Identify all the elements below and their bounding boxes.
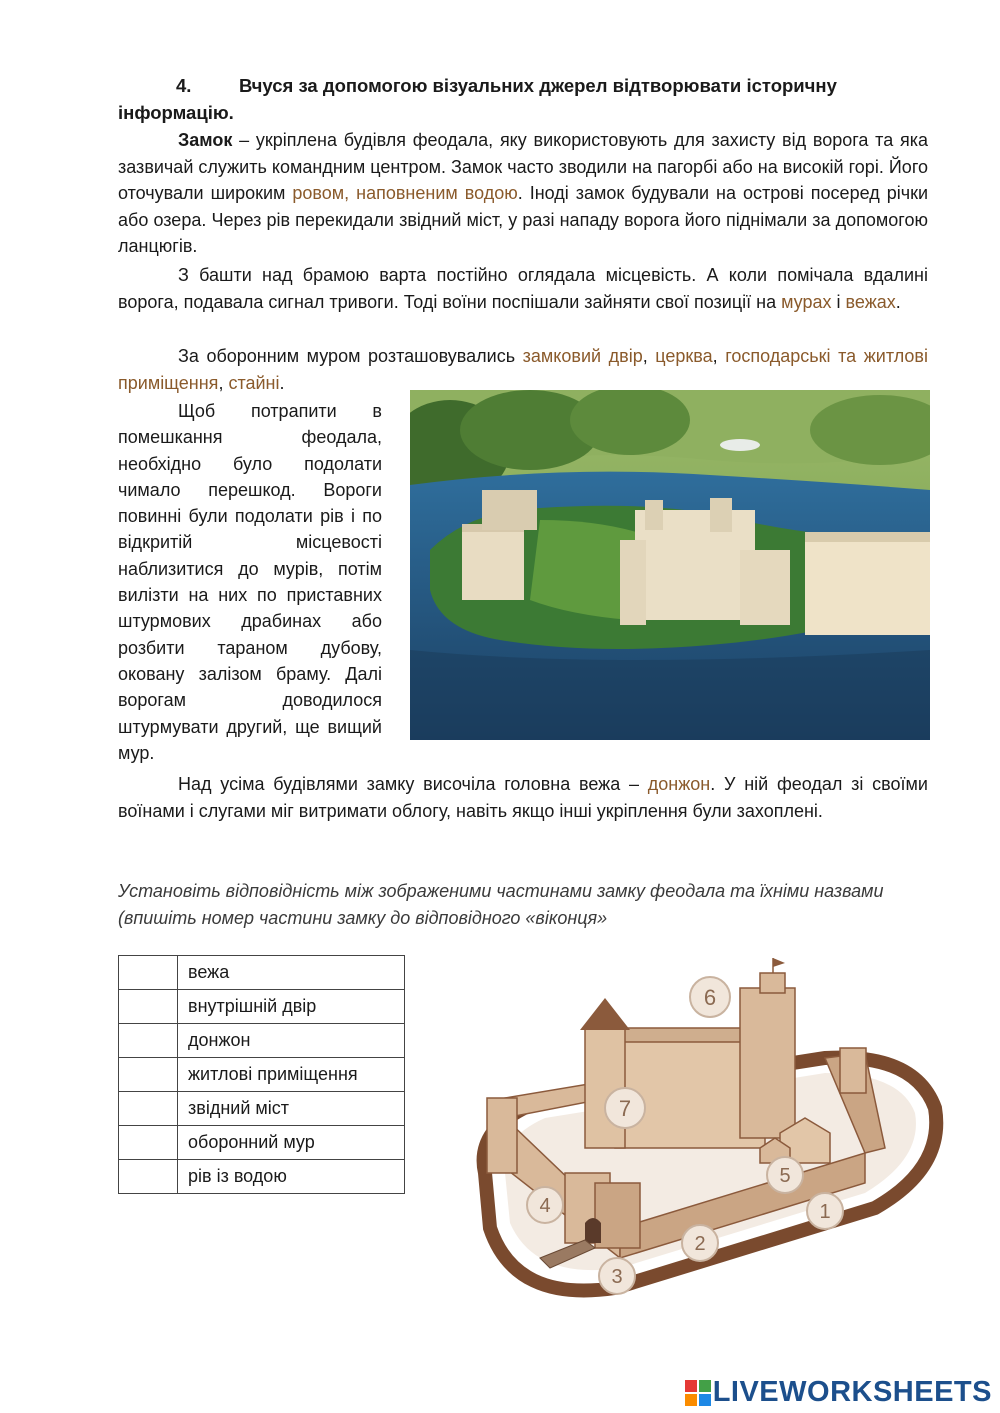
label-moat: рів із водою xyxy=(178,1160,405,1194)
highlight-walls: мурах xyxy=(781,291,832,312)
answer-box-tower[interactable] xyxy=(119,956,178,990)
table-row xyxy=(119,956,405,990)
highlight-courtyard: замковий двір xyxy=(522,346,643,366)
diagram-label-1 xyxy=(807,1193,843,1229)
highlight-living-quarters: господарські та житлові приміщення xyxy=(118,346,928,393)
paragraph-obstacles: Щоб потрапити в помешкання феодала, необхідно було подолати чимало перешкод. Вороги повинні були подолати рів і по відкритій місцевості наблизитися до мурів, потім вилізти на них по приставних штурмових драбинах або розбити тараном дубову, оковану залізом браму. Далі ворогам доводилося штурмувати другий, ще вищий мур. xyxy=(118,401,382,763)
section-number: 4. xyxy=(176,75,192,96)
castle-diagram xyxy=(445,958,945,1313)
label-inner-courtyard: внутрішній двір xyxy=(178,990,405,1024)
label-defensive-wall: оборонний мур xyxy=(178,1126,405,1160)
table-row xyxy=(119,990,405,1024)
table-row xyxy=(119,1160,405,1194)
diagram-label-7 xyxy=(605,1088,645,1128)
label-living-quarters: житлові приміщення xyxy=(178,1058,405,1092)
answer-box-drawbridge[interactable] xyxy=(119,1092,178,1126)
svg-text:7: 7 xyxy=(618,1096,632,1121)
highlight-towers: вежах xyxy=(845,291,896,312)
castle-photo xyxy=(410,390,930,740)
paragraph-inside-walls: За оборонним муром розташовувались замковий двір, церква, господарські та житлові приміщення, стайні. xyxy=(118,346,928,393)
paragraph-guard: З башти над брамою варта постійно оглядала місцевість. А коли помічала вдалині ворога, подавала сигнал тривоги. Тоді воїни поспішали зайняти свої позиції на мурах і вежах. xyxy=(118,265,928,312)
svg-text:5: 5 xyxy=(779,1165,791,1187)
task-instruction: Установіть відповідність між зображеними частинами замку феодала та їхніми назвами (впишіть номер частини замку до відповідного «віконця» xyxy=(118,881,884,928)
paragraph-castle-definition: Замок – укріплена будівля феодала, яку використовують для захисту від ворога та яка зазвичай служить командним центром. Замок часто зводили на пагорбі або на високій горі. Його оточували широким ровом, наповненим водою. Іноді замок будували на острові посеред річки або озера. Через рів перекидали звідний міст, у разі нападу ворога його піднімали за допомогою ланцюгів. xyxy=(118,130,929,256)
table-row xyxy=(119,1058,405,1092)
label-tower: вежа xyxy=(178,956,405,990)
diagram-label-5 xyxy=(767,1157,803,1193)
answer-box-living-quarters[interactable] xyxy=(119,1058,178,1092)
section-heading xyxy=(118,72,928,126)
liveworksheets-logo-icon xyxy=(685,1380,711,1406)
diagram-label-3 xyxy=(599,1258,635,1294)
paragraph-donjon: Над усіма будівлями замку височіла головна вежа – донжон. У ній феодал зі своїми воїнами і слугами міг витримати облогу, навіть якщо інші укріплення були захоплені. xyxy=(118,774,928,821)
svg-text:6: 6 xyxy=(703,985,717,1010)
matching-table xyxy=(118,955,405,1194)
term-castle: Замок xyxy=(178,130,233,150)
highlight-moat: ровом, наповненим водою xyxy=(292,183,518,203)
section-heading-text: Вчуся за допомогою візуальних джерел відтворювати історичну інформацію. xyxy=(118,75,837,123)
footer-brand: LIVEWORKSHEETS xyxy=(712,1376,992,1408)
svg-text:2: 2 xyxy=(694,1233,706,1255)
diagram-label-4 xyxy=(527,1187,563,1223)
highlight-donjon: донжон xyxy=(647,774,711,794)
answer-box-moat[interactable] xyxy=(119,1160,178,1194)
svg-text:3: 3 xyxy=(611,1266,623,1288)
diagram-label-6 xyxy=(690,977,730,1017)
answer-box-donjon[interactable] xyxy=(119,1024,178,1058)
highlight-stables: стайні xyxy=(228,372,280,393)
diagram-label-2 xyxy=(682,1225,718,1261)
table-row xyxy=(119,1024,405,1058)
table-row xyxy=(119,1092,405,1126)
liveworksheets-footer xyxy=(685,1376,992,1409)
answer-box-inner-courtyard[interactable] xyxy=(119,990,178,1024)
table-row xyxy=(119,1126,405,1160)
svg-text:4: 4 xyxy=(539,1195,551,1217)
answer-box-defensive-wall[interactable] xyxy=(119,1126,178,1160)
highlight-church: церква xyxy=(655,346,713,366)
label-drawbridge: звідний міст xyxy=(178,1092,405,1126)
svg-text:1: 1 xyxy=(819,1201,831,1223)
label-donjon: донжон xyxy=(178,1024,405,1058)
